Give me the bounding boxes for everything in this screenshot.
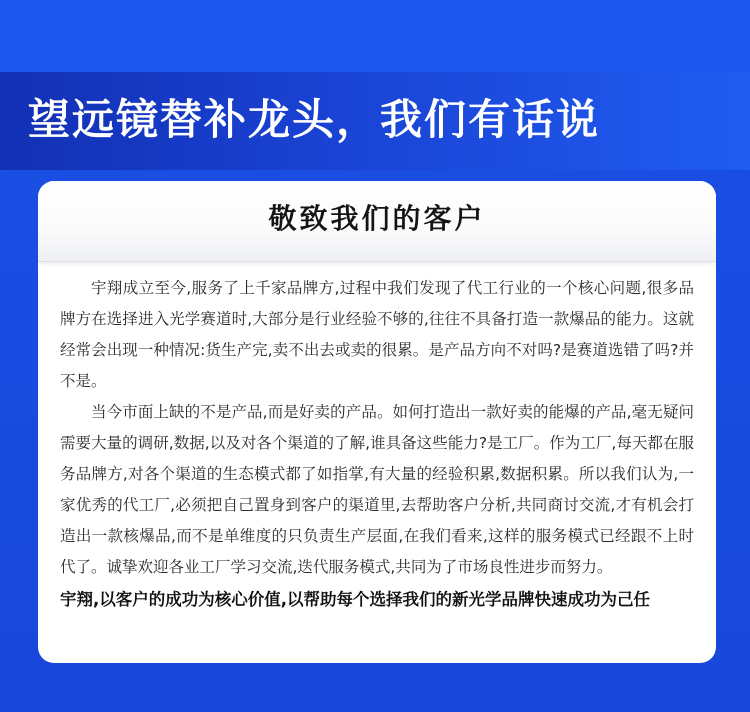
card-body <box>60 273 694 615</box>
slogan: 宇翔,以客户的成功为核心价值,以帮助每个选择我们的新光学品牌快速成功为己任 <box>60 590 651 609</box>
letter-card <box>38 181 716 663</box>
paragraph-intro: 宇翔成立至今,服务了上千家品牌方,过程中我们发现了代工行业的一个核心问题,很多品牌方在选择进入光学赛道时,大部分是行业经验不够的,往往不具备打造一款爆品的能力。这就经常会出现一种情况:货生产完,卖不出去或卖的很累。是产品方向不对吗?是赛道选错了吗?并不是。 <box>60 279 694 390</box>
card-title: 敬致我们的客户 <box>268 202 486 235</box>
paragraph-market: 当今市面上缺的不是产品,而是好卖的产品。如何打造出一款好卖的能爆的产品,毫无疑问需要大量的调研,数据,以及对各个渠道的了解,谁具备这些能力?是工厂。作为工厂,每天都在服务品牌方,对各个渠道的生态模式都了如指掌,有大量的经验积累,数据积累。所以我们认为,一家优秀的代工厂,必须把自己置身到客户的渠道里,去帮助客户分析,共同商讨交流,才有机会打造出一款核爆品,而不是单维度的只负责生产层面,在我们看来,这样的服务模式已经跟不上时代了。诚挚欢迎各业工厂学习交流,迭代服务模式,共同为了市场良性进步而努力。 <box>60 403 694 576</box>
banner-title: 望远镜替补龙头，我们有话说 <box>28 95 601 144</box>
top-strip <box>0 0 750 72</box>
card-header <box>38 181 716 262</box>
